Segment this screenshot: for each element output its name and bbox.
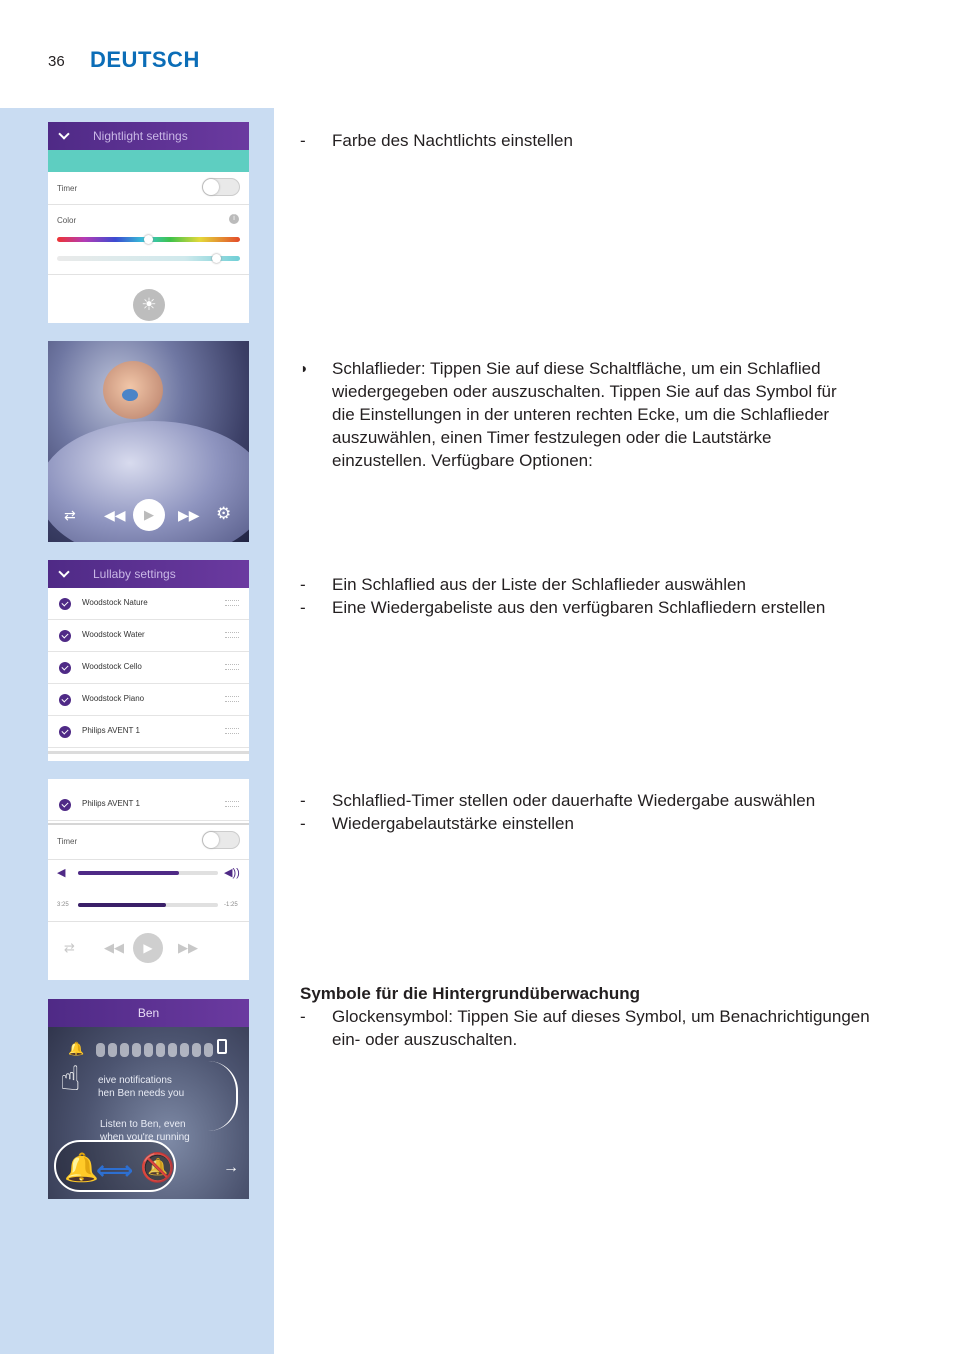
remaining-time: -1:25	[224, 902, 238, 908]
timer-label: Timer	[57, 184, 78, 193]
check-icon	[59, 799, 71, 811]
notification-hint: eive notifications hen Ben needs you	[98, 1075, 185, 1099]
volume-high-icon: ◀))	[224, 867, 240, 879]
check-icon	[59, 598, 71, 610]
timer-toggle	[202, 178, 240, 196]
divider	[48, 859, 249, 860]
text-block-lullaby-timer: - Schlaflied-Timer stellen oder dauerhafte Wiedergabe auswählen - Wiedergabelautstärke einstellen	[300, 791, 816, 833]
song-name: Woodstock Cello	[82, 662, 142, 671]
fast-forward-icon: ▶▶	[178, 940, 198, 955]
callout-pointer	[249, 124, 274, 144]
text-block-monitoring: Symbole für die Hintergrundüberwachung - Glockensymbol: Tippen Sie auf dieses Symbol, um Benachrichtigungen ein- oder auszuschalten.	[300, 982, 900, 1051]
drag-handle-icon	[225, 664, 239, 670]
list-item	[48, 789, 249, 821]
background-monitoring-screenshot	[48, 999, 249, 1199]
list-item	[48, 620, 249, 652]
fast-forward-icon: ▶▶	[178, 507, 200, 523]
divider	[48, 274, 249, 275]
song-name: Philips AVENT 1	[82, 799, 140, 808]
info-icon: i	[229, 214, 239, 224]
drag-handle-icon	[225, 696, 239, 702]
color-label: Color	[57, 216, 77, 225]
repeat-icon: ⇄	[64, 507, 76, 523]
screen-header	[48, 560, 249, 588]
screen-header: Ben	[48, 999, 249, 1027]
listen-hint: Listen to Ben, even when you're running	[100, 1119, 190, 1143]
divider	[48, 751, 249, 754]
check-icon	[59, 694, 71, 706]
bullet-icon: ◗	[300, 360, 309, 376]
color-preview-bar	[48, 150, 249, 172]
callout-pointer	[249, 781, 274, 801]
sound-level-indicator	[96, 1043, 216, 1062]
play-icon: ▶	[133, 933, 163, 963]
nightlight-settings-screenshot	[48, 122, 249, 323]
curved-arrow-icon	[208, 1061, 238, 1131]
volume-slider	[78, 871, 218, 875]
screen-title: Lullaby settings	[93, 567, 176, 581]
list-item	[48, 684, 249, 716]
repeat-icon: ⇄	[64, 940, 75, 955]
volume-low-icon: ◀	[57, 867, 66, 879]
check-icon	[59, 630, 71, 642]
language-heading: DEUTSCH	[90, 47, 200, 72]
bell-muted-icon: 🔕	[140, 1152, 175, 1183]
callout-pointer	[249, 343, 274, 363]
section-heading: Symbole für die Hintergrundüberwachung	[300, 984, 641, 1003]
song-name: Woodstock Water	[82, 630, 145, 639]
callout-pointer	[249, 1001, 274, 1021]
arrow-right-icon: →	[223, 1159, 239, 1176]
divider	[48, 921, 249, 922]
progress-bar-fill	[78, 903, 166, 907]
song-name: Woodstock Piano	[82, 694, 145, 703]
chevron-down-icon	[58, 566, 69, 577]
sun-icon: ☀	[133, 289, 165, 321]
double-arrow-icon: ⟺	[96, 1155, 134, 1185]
screen-header	[48, 122, 249, 150]
check-icon	[59, 726, 71, 738]
progress-bar	[78, 903, 218, 907]
check-icon	[59, 662, 71, 674]
brightness-slider-knob	[212, 254, 221, 263]
bell-toggle-highlight	[54, 1140, 176, 1192]
text-block-lullabies: ◗ Schlaflieder: Tippen Sie auf diese Schaltfläche, um ein Schlaflied wiedergegeben oder auszuschalten. Tippen Sie auf das Symbol für die Einstellungen in der unteren rechten Ecke, um die Schlaflieder auszuwählen, einen Timer festzulegen oder die Lautstärke einzustellen. Verfügbare Optionen:	[300, 359, 837, 470]
drag-handle-icon	[225, 632, 239, 638]
song-name: Philips AVENT 1	[82, 726, 140, 735]
lullaby-list-screenshot	[48, 560, 249, 761]
drag-handle-icon	[225, 600, 239, 606]
bell-small-icon: 🔔	[68, 1041, 85, 1056]
text-block-lullaby-list: - Ein Schlaflied aus der Liste der Schlaflieder auswählen - Eine Wiedergabeliste aus den verfügbaren Schlafliedern erstellen	[300, 575, 826, 617]
screen-title: Nightlight settings	[93, 129, 188, 143]
song-name: Woodstock Nature	[82, 598, 148, 607]
play-icon: ▶	[133, 499, 165, 531]
baby-video-screenshot	[48, 341, 249, 542]
timer-toggle	[202, 831, 240, 849]
volume-slider-fill	[78, 871, 179, 875]
playback-controls	[48, 499, 249, 535]
bell-icon: 🔔	[64, 1152, 99, 1183]
elapsed-time: 3:25	[57, 902, 69, 908]
rewind-icon: ◀◀	[104, 940, 124, 955]
color-slider-knob	[144, 235, 153, 244]
pacifier-shape	[122, 389, 138, 401]
callout-pointer	[249, 562, 274, 582]
list-item	[48, 716, 249, 748]
phone-icon	[217, 1039, 227, 1054]
chevron-down-icon	[58, 128, 69, 139]
list-item	[48, 652, 249, 684]
rewind-icon: ◀◀	[104, 507, 126, 523]
text-block-nightlight: - Farbe des Nachtlichts einstellen	[300, 131, 573, 150]
drag-handle-icon	[225, 801, 239, 807]
pointing-hand-icon: ☝	[60, 1060, 81, 1098]
list-item	[48, 588, 249, 620]
lullaby-timer-screenshot	[48, 779, 249, 980]
divider	[48, 204, 249, 205]
drag-handle-icon	[225, 728, 239, 734]
page-number: 36	[48, 53, 65, 70]
gear-icon: ⚙	[216, 504, 232, 523]
divider	[48, 823, 249, 825]
timer-label: Timer	[57, 837, 78, 846]
